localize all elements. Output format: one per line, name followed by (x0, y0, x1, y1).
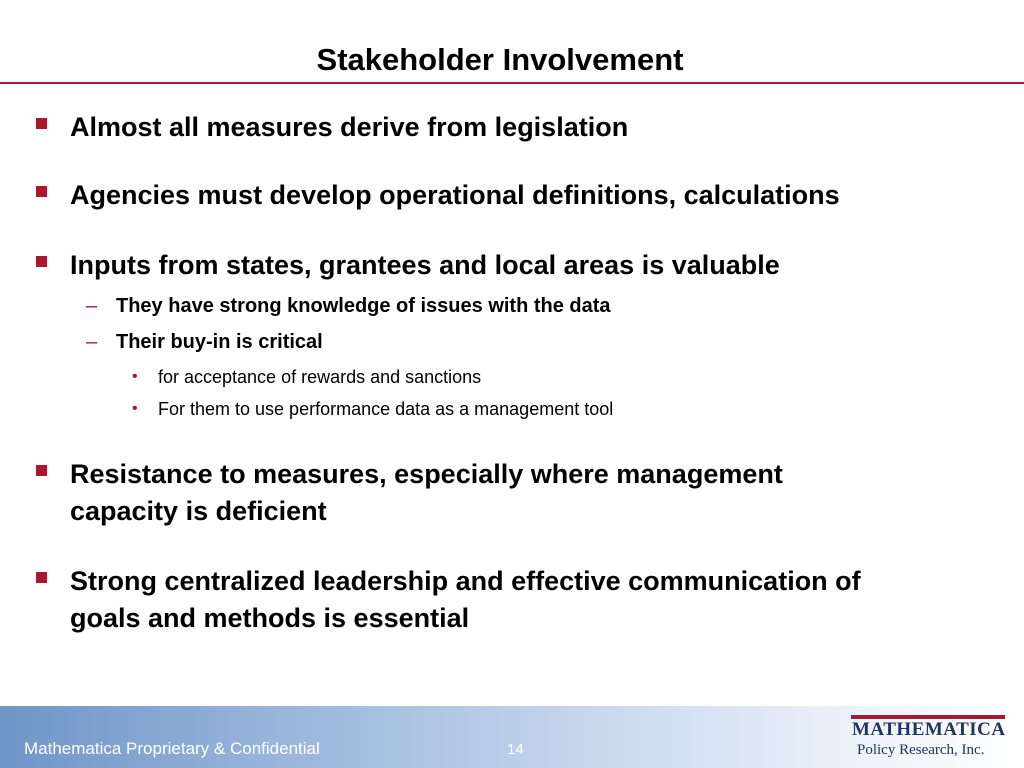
bullet-text-line2: capacity is deficient (70, 496, 327, 526)
sub-bullet-text: Their buy-in is critical (116, 331, 323, 353)
square-bullet-icon (36, 465, 47, 476)
bullet-text-line1: Resistance to measures, especially where management (70, 459, 783, 489)
dash-bullet-icon: – (86, 331, 98, 353)
page-number: 14 (507, 741, 524, 758)
bullet-text: Agencies must develop operational definitions, calculations (70, 180, 840, 210)
slide-title: Stakeholder Involvement (316, 42, 684, 77)
bullet-text: Almost all measures derive from legislation (70, 112, 629, 142)
square-bullet-icon (36, 572, 47, 583)
sub-bullet-text: They have strong knowledge of issues with the data (116, 295, 611, 317)
bullet-text: Inputs from states, grantees and local areas is valuable (70, 250, 780, 280)
bullet-text-line1: Strong centralized leadership and effective communication of (70, 566, 861, 596)
dot-bullet-icon: • (132, 400, 138, 417)
square-bullet-icon (36, 256, 47, 267)
bullet-text-line2: goals and methods is essential (70, 603, 470, 633)
sub-sub-bullet-text: For them to use performance data as a management tool (158, 399, 614, 419)
square-bullet-icon (36, 118, 47, 129)
sub-sub-bullet-text: for acceptance of rewards and sanctions (158, 367, 482, 387)
logo-subtitle: Policy Research, Inc. (857, 742, 985, 758)
title-divider (0, 82, 1024, 84)
logo-wordmark: MATHEMATICA (852, 719, 1006, 740)
dash-bullet-icon: – (86, 295, 98, 317)
dot-bullet-icon: • (132, 368, 138, 385)
square-bullet-icon (36, 186, 47, 197)
confidential-notice: Mathematica Proprietary & Confidential (24, 739, 320, 758)
